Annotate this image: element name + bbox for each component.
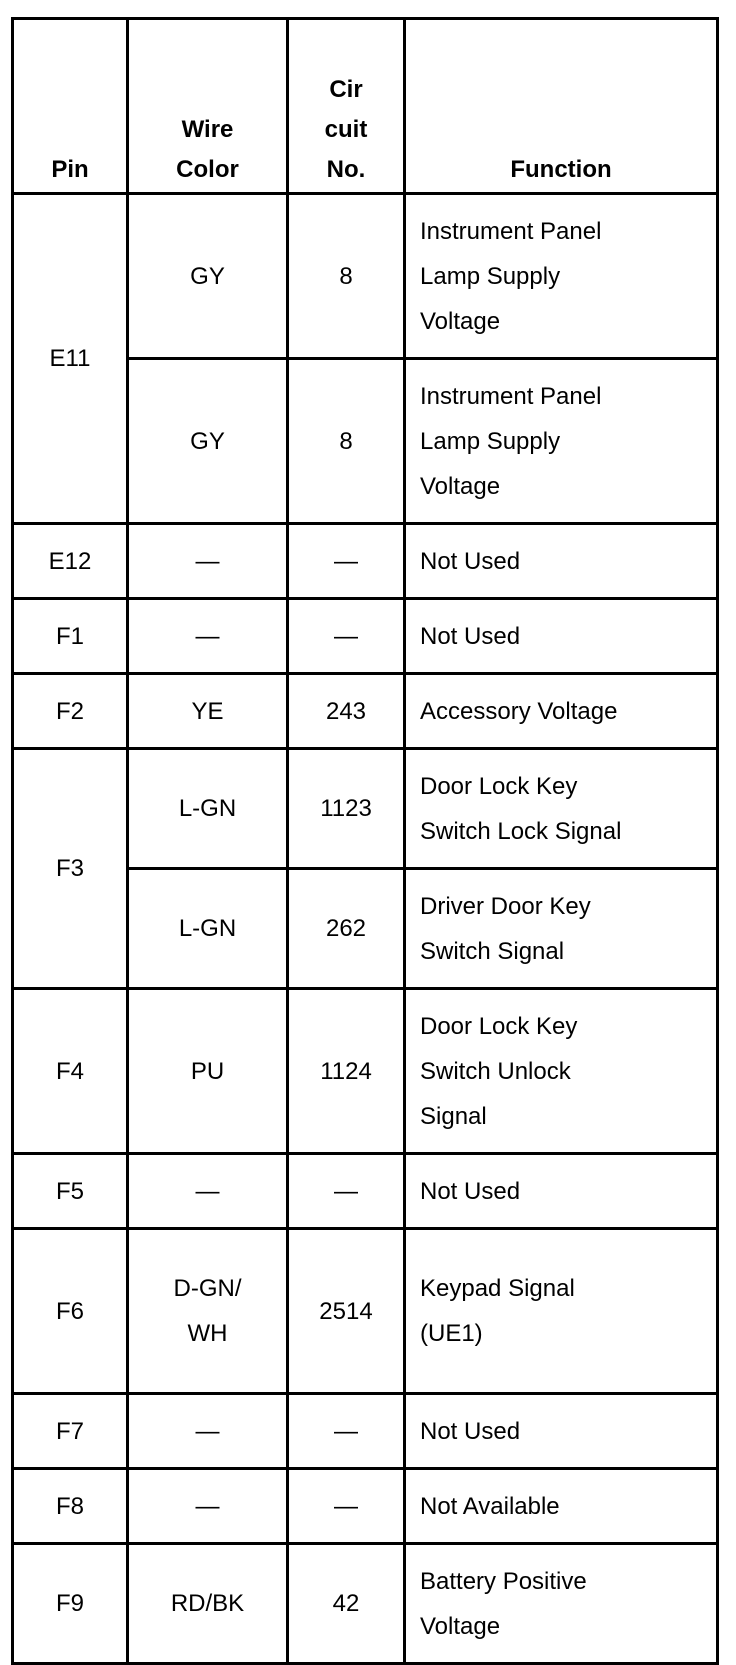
circuit-cell: — xyxy=(288,524,405,599)
function-cell: Instrument Panel Lamp Supply Voltage xyxy=(405,194,718,359)
function-cell: Driver Door Key Switch Signal xyxy=(405,869,718,989)
table-row xyxy=(13,674,718,749)
circuit-cell: — xyxy=(288,1394,405,1469)
table-row xyxy=(13,599,718,674)
circuit-cell: 243 xyxy=(288,674,405,749)
circuit-cell: — xyxy=(288,1469,405,1544)
circuit-cell: 1124 xyxy=(288,989,405,1154)
function-cell: Not Available xyxy=(405,1469,718,1544)
table-row xyxy=(13,1469,718,1544)
header-function: Function xyxy=(405,19,718,194)
wire-color-cell: D-GN/ WH xyxy=(128,1229,288,1394)
pin-cell: F1 xyxy=(13,599,128,674)
header-pin: Pin xyxy=(13,19,128,194)
header-wire-color: Wire Color xyxy=(128,19,288,194)
wire-color-cell: GY xyxy=(128,194,288,359)
function-cell: Door Lock Key Switch Unlock Signal xyxy=(405,989,718,1154)
table-row xyxy=(13,989,718,1154)
circuit-cell: 8 xyxy=(288,359,405,524)
function-cell: Keypad Signal (UE1) xyxy=(405,1229,718,1394)
wire-color-cell: GY xyxy=(128,359,288,524)
pin-cell: F5 xyxy=(13,1154,128,1229)
wire-color-cell: — xyxy=(128,1469,288,1544)
wire-color-cell: RD/BK xyxy=(128,1544,288,1664)
table-row xyxy=(13,1154,718,1229)
wire-color-cell: PU xyxy=(128,989,288,1154)
pin-cell: F2 xyxy=(13,674,128,749)
circuit-cell: 2514 xyxy=(288,1229,405,1394)
pin-cell: F6 xyxy=(13,1229,128,1394)
connector-pinout-table-container xyxy=(11,17,716,1641)
wire-color-cell: — xyxy=(128,524,288,599)
table-row xyxy=(13,749,718,869)
connector-pinout-table xyxy=(11,17,719,1665)
pin-cell: E12 xyxy=(13,524,128,599)
circuit-cell: — xyxy=(288,599,405,674)
circuit-cell: 262 xyxy=(288,869,405,989)
circuit-cell: 1123 xyxy=(288,749,405,869)
circuit-cell: 8 xyxy=(288,194,405,359)
table-row xyxy=(13,1229,718,1394)
function-cell: Battery Positive Voltage xyxy=(405,1544,718,1664)
table-row xyxy=(13,1394,718,1469)
pin-cell: F3 xyxy=(13,749,128,989)
pin-cell: F9 xyxy=(13,1544,128,1664)
function-cell: Instrument Panel Lamp Supply Voltage xyxy=(405,359,718,524)
wire-color-cell: — xyxy=(128,1394,288,1469)
header-circuit-no: Cir cuit No. xyxy=(288,19,405,194)
wire-color-cell: — xyxy=(128,1154,288,1229)
function-cell: Not Used xyxy=(405,599,718,674)
pin-cell: F8 xyxy=(13,1469,128,1544)
wire-color-cell: — xyxy=(128,599,288,674)
wire-color-cell: YE xyxy=(128,674,288,749)
pin-cell: F7 xyxy=(13,1394,128,1469)
function-cell: Accessory Voltage xyxy=(405,674,718,749)
pin-cell: E11 xyxy=(13,194,128,524)
function-cell: Not Used xyxy=(405,524,718,599)
wire-color-cell: L-GN xyxy=(128,869,288,989)
table-row xyxy=(13,1544,718,1664)
table-row xyxy=(13,194,718,359)
circuit-cell: 42 xyxy=(288,1544,405,1664)
function-cell: Not Used xyxy=(405,1394,718,1469)
circuit-cell: — xyxy=(288,1154,405,1229)
pin-cell: F4 xyxy=(13,989,128,1154)
function-cell: Door Lock Key Switch Lock Signal xyxy=(405,749,718,869)
function-cell: Not Used xyxy=(405,1154,718,1229)
table-row xyxy=(13,524,718,599)
header-row xyxy=(13,19,718,194)
wire-color-cell: L-GN xyxy=(128,749,288,869)
